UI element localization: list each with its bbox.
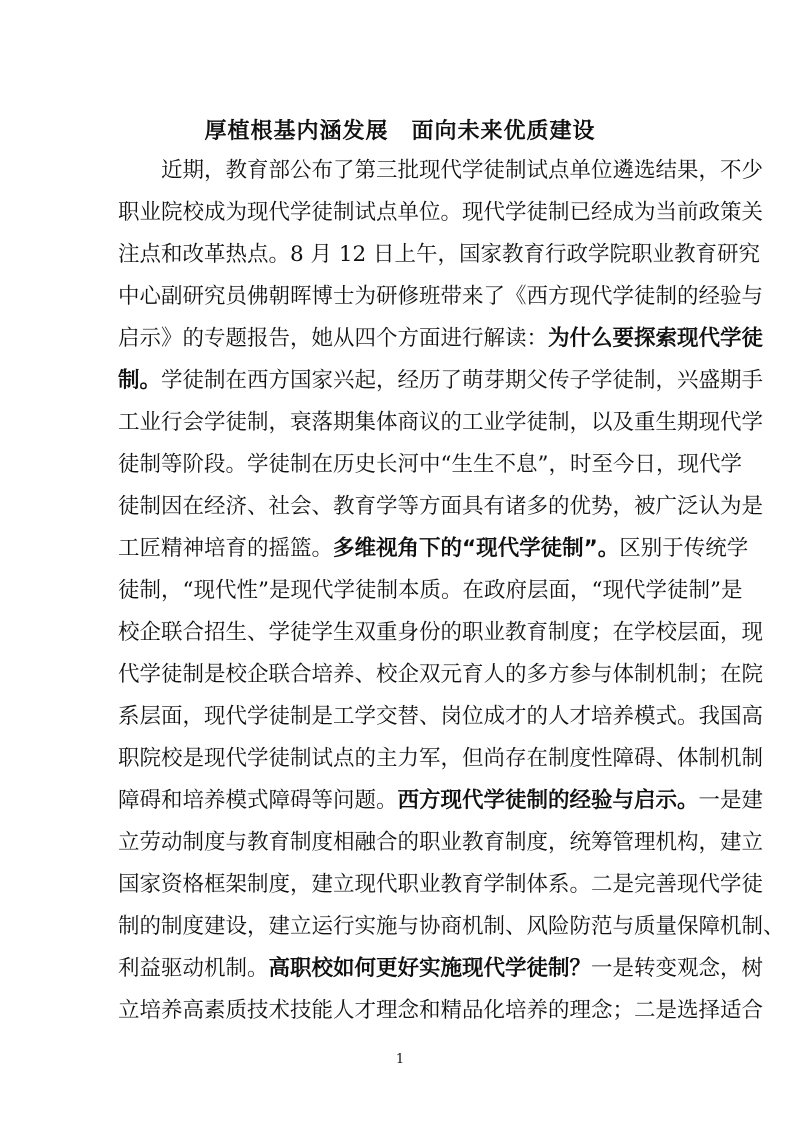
text-line <box>118 444 742 486</box>
text-segment: 一是转变观念，树 <box>591 956 764 981</box>
text-segment: 徒制，“现代性”是现代学徒制本质。在政府层面，“现代学徒制”是 <box>118 578 743 603</box>
page-number: 1 <box>395 1052 405 1067</box>
text-line <box>118 402 764 444</box>
body-text <box>118 150 785 1032</box>
text-line <box>118 192 764 234</box>
text-line <box>118 948 764 990</box>
page-title: 厚植根基内涵发展 面向未来优质建设 <box>204 119 596 144</box>
text-segment: 立劳动制度与教育制度相融合的职业教育制度，统筹管理机构，建立 <box>118 830 764 855</box>
bold-heading-text: 高职校如何更好实施现代学徒制？ <box>268 956 592 981</box>
text-segment: 工匠精神培育的摇篮。 <box>118 536 334 561</box>
text-line <box>118 990 764 1032</box>
bold-heading-text: 为什么要探索现代学徒 <box>548 326 764 351</box>
text-line <box>118 360 764 402</box>
text-segment: 校企联合招生、学徒学生双重身份的职业教育制度；在学校层面，现 <box>118 620 764 645</box>
text-segment: 障碍和培养模式障碍等问题。 <box>118 788 398 813</box>
text-segment: 一是建 <box>698 788 764 813</box>
text-segment: 职业院校成为现代学徒制试点单位。现代学徒制已经成为当前政策关 <box>118 200 764 225</box>
text-line <box>118 486 764 528</box>
text-line <box>118 150 764 192</box>
text-line <box>118 696 764 738</box>
text-line <box>118 234 761 276</box>
bold-heading-text: 西方现代学徒制的经验与启示。 <box>397 788 699 813</box>
text-segment: 国家资格框架制度，建立现代职业教育学制体系。二是完善现代学徒 <box>118 872 764 897</box>
text-line <box>118 276 764 318</box>
text-line <box>118 528 749 570</box>
text-line <box>118 906 785 948</box>
text-line <box>118 864 764 906</box>
text-segment: 工业行会学徒制，衰落期集体商议的工业学徒制，以及重生期现代学 <box>118 410 764 435</box>
text-line <box>118 612 764 654</box>
text-segment: 区别于传统学 <box>619 536 749 561</box>
text-segment: 代学徒制是校企联合培养、校企双元育人的多方参与体制机制；在院 <box>118 662 764 687</box>
bold-heading-text: 多维视角下的“现代学徒制”。 <box>333 536 620 561</box>
text-segment: 立培养高素质技术技能人才理念和精品化培养的理念；二是选择适合 <box>118 998 764 1023</box>
text-segment: 职院校是现代学徒制试点的主力军，但尚存在制度性障碍、体制机制 <box>118 746 764 771</box>
text-segment: 中心副研究员佛朝晖博士为研修班带来了《西方现代学徒制的经验与 <box>118 284 764 309</box>
text-segment: 启示》的专题报告，她从四个方面进行解读： <box>118 326 549 351</box>
text-line <box>118 822 764 864</box>
text-segment: 徒制因在经济、社会、教育学等方面具有诸多的优势，被广泛认为是 <box>118 494 764 519</box>
text-segment: 系层面，现代学徒制是工学交替、岗位成才的人才培养模式。我国高 <box>118 704 764 729</box>
text-line <box>118 570 743 612</box>
text-segment: 近期，教育部公布了第三批现代学徒制试点单位遴选结果，不少 <box>161 158 764 183</box>
text-line <box>118 654 764 696</box>
text-segment: 徒制等阶段。学徒制在历史长河中“生生不息”，时至今日，现代学 <box>118 452 742 477</box>
text-line <box>118 780 764 822</box>
text-line <box>118 318 764 360</box>
bold-heading-text: 制。 <box>118 368 162 393</box>
text-segment: 制的制度建设，建立运行实施与协商机制、风险防范与质量保障机制、 <box>118 914 785 939</box>
text-segment: 学徒制在西方国家兴起，经历了萌芽期父传子学徒制，兴盛期手 <box>161 368 764 393</box>
text-segment: 注点和改革热点。8 月 12 日上午，国家教育行政学院职业教育研究 <box>118 242 761 267</box>
text-line <box>118 738 764 780</box>
text-segment: 利益驱动机制。 <box>118 956 269 981</box>
